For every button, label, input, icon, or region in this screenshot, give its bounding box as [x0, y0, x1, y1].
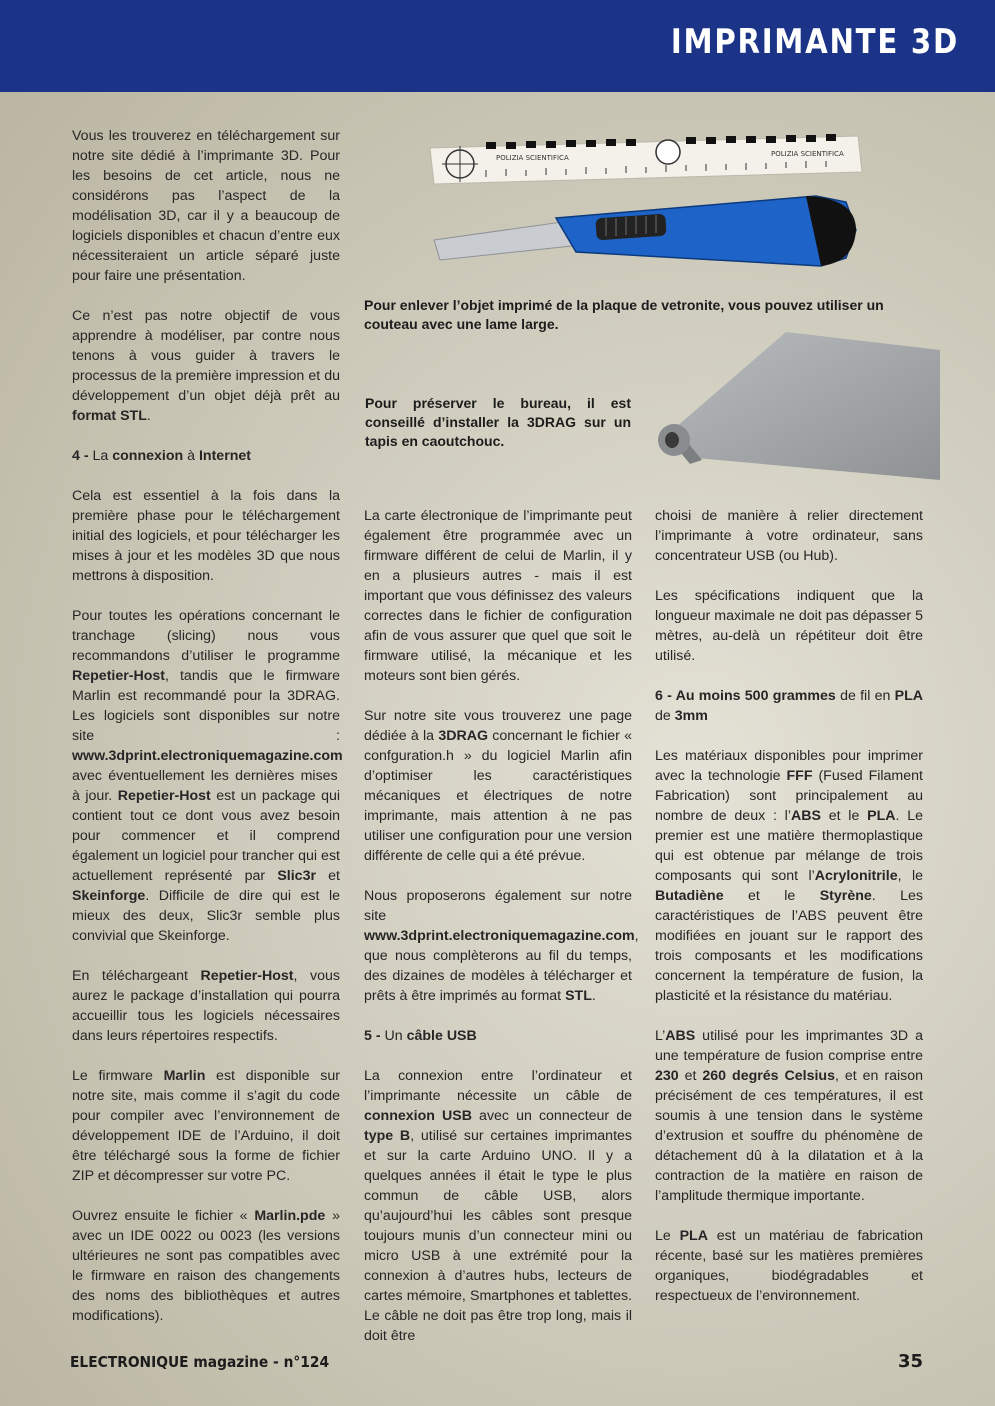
- paragraph: Vous les trouverez en téléchargement sur notre site dédié à l’imprimante 3D. Pour les besoins de cet article, nous ne considérons pas l’aspect de la modélisation 3D, car il y a beaucoup de logiciels disponibles et chacun d’entre eux nécessiteraient un article séparé juste pour faire une présentation.: [72, 128, 340, 284]
- paragraph: En téléchargeant Repetier-Host, vous aurez le package d’installation qui pourra accueillir tous les logiciels nécessaires dans leurs répertoires respectifs.: [72, 968, 340, 1044]
- caption-knife: Pour enlever l’objet imprimé de la plaque de vetronite, vous pouvez utiliser un couteau avec une lame large.: [364, 297, 884, 332]
- section-heading-4: 4 - La connexion à Internet: [72, 448, 251, 464]
- section-heading-6: 6 - Au moins 500 grammes de fil en PLA de 3mm: [655, 688, 924, 724]
- paragraph: choisi de manière à relier directement l’imprimante à votre ordinateur, sans concentrateur USB (ou Hub).: [655, 508, 923, 564]
- text-column-3: [655, 506, 923, 1326]
- paragraph: Les spécifications indiquent que la longueur maximale ne doit pas dépasser 5 mètres, au-delà un répétiteur doit être utilisé.: [655, 588, 923, 664]
- footer-magazine: ELECTRONIQUE magazine - n°124: [70, 1353, 330, 1371]
- paragraph: La carte électronique de l’imprimante peut également être programmée avec un firmware différent de celui de Marlin, il y en a plusieurs autres - mais il est important que vous définissez des valeurs correctes dans le fichier de configuration afin de vous assurer que quel que soit le firmware utilisé, la mécanique et les moteurs sont bien gérés.: [364, 508, 632, 684]
- rubber-mat-photo: [650, 330, 940, 490]
- paragraph: La connexion entre l’ordinateur et l’imprimante nécessite un câble de connexion USB avec un connecteur de type B, utilisé sur certaines imprimantes et sur la carte Arduino UNO. Il y a quelques années il était le type le plus commun de câble USB, alors qu’aujourd’hui les câbles sont presque toujours munis d’un connecteur mini ou micro USB à une extrémité pour la connexion à d’autres hubs, lecteurs de cartes mémoire, Smartphones et tablettes. Le câble ne doit pas être trop long, mais il doit être: [364, 1068, 633, 1344]
- paragraph: Nous proposerons également sur notre site www.3dprint.electroniquemagazine.com, que nous complèterons au fil du temps, des dizaines de modèles à télécharger et prêts à être imprimés au format STL.: [364, 888, 639, 1004]
- section-heading-5: 5 - Un câble USB: [364, 1028, 477, 1044]
- page-number: 35: [897, 1351, 923, 1372]
- caption-mat: Pour préserver le bureau, il est conseillé d’installer la 3DRAG sur un tapis en caoutchouc.: [365, 395, 631, 449]
- section-title: IMPRIMANTE 3D: [670, 22, 959, 62]
- paragraph: Sur notre site vous trouverez une page dédiée à la 3DRAG concernant le fichier « confguration.h » du logiciel Marlin afin d’optimiser les caractéristiques mécaniques et électriques de notre imprimante, mais attention à ne pas utiliser une configuration pour une version différente de celle qui a été prévue.: [364, 708, 632, 864]
- paragraph: Le firmware Marlin est disponible sur notre site, mais comme il s’agit du code pour compiler avec l’environnement de développement IDE de l’Arduino, il doit être téléchargé sous la forme de fichier ZIP et décompresser sur votre PC.: [72, 1068, 340, 1184]
- text-column-2: [364, 506, 639, 1366]
- paragraph: Le PLA est un matériau de fabrication récente, basé sur les matières premières organiques, biodégradables et respectueux de l’environnement.: [655, 1228, 923, 1304]
- paragraph: Les matériaux disponibles pour imprimer avec la technologie FFF (Fused Filament Fabrication) sont principalement au nombre de deux : l’ABS et le PLA. Le premier est une matière thermoplastique qui est obtenue par mélange de trois composants qui sont l’Acrylonitrile, le Butadiène et le Styrène. Les caractéristiques de l’ABS peuvent être modifiées en jouant sur le rapport des trois composants et les modifications concernent la température de fusion, la plasticité et la résistance du matériau.: [655, 748, 923, 1004]
- knife-ruler-photo: [426, 130, 866, 270]
- paragraph: Cela est essentiel à la fois dans la première phase pour le téléchargement initial des logiciels, et pour télécharger les mises à jour et les modèles 3D que nous mettrons à disposition.: [72, 488, 340, 584]
- paragraph: Ce n’est pas notre objectif de vous apprendre à modéliser, par contre nous tenons à vous guider à travers le processus de la première impression et du développement d’un objet déjà prêt au format STL.: [72, 308, 340, 424]
- paragraph: L’ABS utilisé pour les imprimantes 3D a une température de fusion comprise entre 230 et 260 degrés Celsius, et en raison précisément de ces températures, il est soumis à une tension dans le système d’extrusion et souffre du phénomène de détachement dû à la dilatation et à la contraction de la matière en raison de l’amplitude thermique importante.: [655, 1028, 924, 1204]
- ruler-label-left: POLIZIA SCIENTIFICA: [496, 154, 569, 162]
- paragraph: Ouvrez ensuite le fichier « Marlin.pde » avec un IDE 0022 ou 0023 (les versions ultérieures ne sont pas compatibles avec le firmware en raison des changements des noms des bibliothèques et autres modifications).: [72, 1208, 340, 1324]
- ruler-label-right: POLIZIA SCIENTIFICA: [771, 150, 844, 158]
- text-column-1: [72, 126, 343, 1346]
- paragraph: Pour toutes les opérations concernant le tranchage (slicing) nous vous recommandons d’utiliser le programme Repetier-Host, tandis que le firmware Marlin est recommandé pour la 3DRAG. Les logiciels sont disponibles sur notre site : www.3dprint.electroniquemagazine.com avec éventuellement les dernières mises à jour. Repetier-Host est un package qui contient tout ce dont vous avez besoin pour commencer et il comprend également un logiciel pour trancher qui est actuellement représenté par Slic3r et Skeinforge. Difficile de dire qui est le mieux des deux, Slic3r semble plus convivial que Skeinforge.: [72, 608, 343, 944]
- header-banner: [0, 0, 995, 92]
